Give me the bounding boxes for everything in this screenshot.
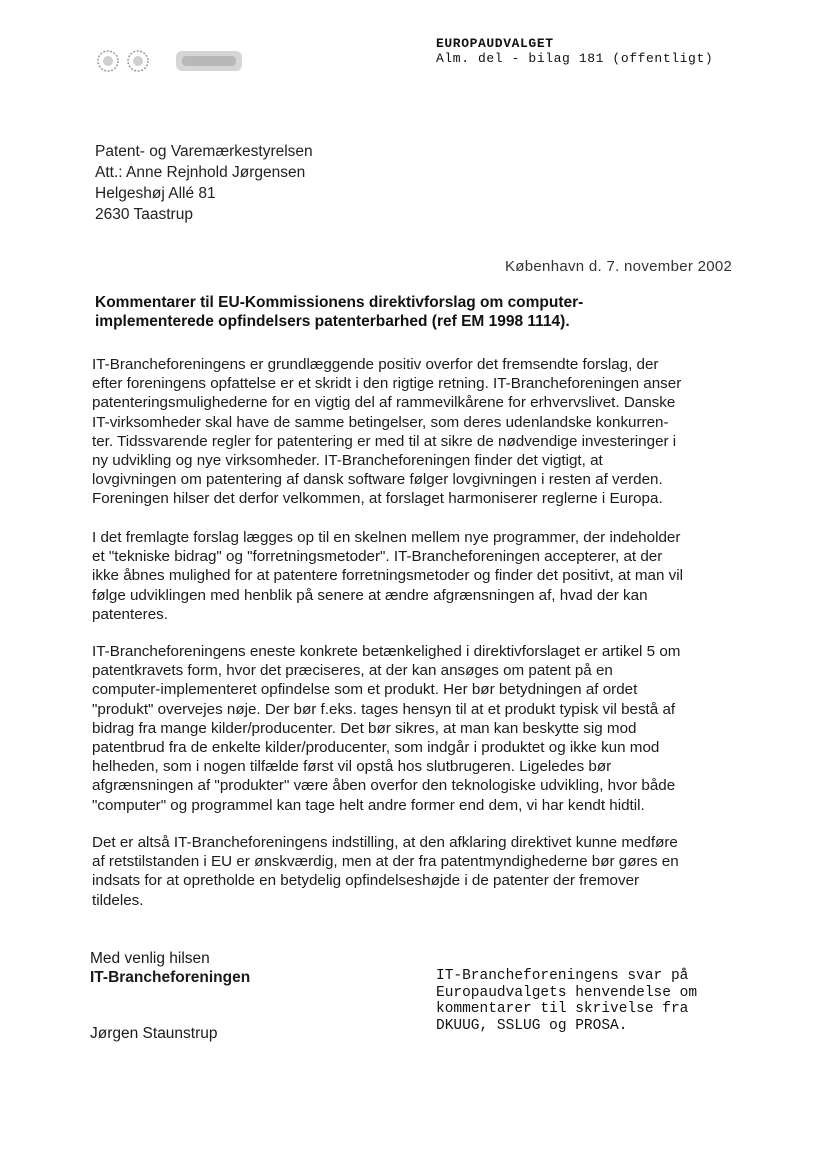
paragraph-line: ter. Tidssvarende regler for patentering er med til at sikre de nødvendige investeringer i — [92, 432, 677, 450]
stamp-committee: EUROPAUDVALGET — [436, 36, 554, 51]
paragraph-line: ny udvikling og nye virksomheder. IT-Brancheforeningen finder det vigtigt, at — [92, 452, 603, 470]
letter-subject — [95, 293, 715, 331]
address-line: Att.: Anne Rejnhold Jørgensen — [95, 164, 306, 181]
closing-greeting: Med venlig hilsen — [90, 950, 210, 967]
paragraph-line: patenteringsmulighederne for en vigtig del af rammevilkårene for erhvervslivet. Danske — [92, 394, 676, 412]
paragraph-line: IT-Brancheforeningens eneste konkrete betænkelighed i direktivforslaget er artikel 5 om — [92, 643, 681, 660]
paragraph-line: helheden, som i nogen tilfælde først vil opstå hos slutbrugeren. Ligeledes bør — [92, 758, 612, 776]
paragraph-line: Det er altså IT-Brancheforeningens indstilling, at den afklaring direktivet kunne medføre — [92, 834, 678, 851]
letter-date: København d. 7. november 2002 — [505, 258, 733, 275]
note-line: Europaudvalgets henvendelse om — [436, 984, 698, 1001]
closing-organization: IT-Brancheforeningen — [90, 969, 251, 986]
signer-name: Jørgen Staunstrup — [90, 1025, 218, 1042]
paragraph-line: afgrænsningen af "produkter" være åben overfor den teknologiske udvikling, hvor både — [92, 777, 676, 795]
typed-note — [436, 968, 697, 1034]
paragraph-line: Foreningen hilser det derfor velkommen, at forslaget harmoniserer reglerne i Europa. — [92, 490, 663, 508]
note-line: DKUUG, SSLUG og PROSA. — [436, 1017, 628, 1034]
paragraph-line: patentbrud fra de enkelte kilder/producenter, som indgår i produktet og ikke kun mod — [92, 739, 660, 757]
paragraph-line: IT-Brancheforeningens er grundlæggende positiv overfor det fremsendte forslag, der — [92, 356, 659, 373]
paragraph-line: følge udviklingen med henblik på senere at ændre afgrænsningen af, hvad der kan — [92, 586, 648, 604]
paragraph-line: patentkravets form, hvor det præciseres, at der kan ansøges om patent på en — [92, 662, 613, 680]
letterhead-logo — [96, 46, 246, 76]
paragraph-line: efter foreningens opfattelse er et skridt i den rigtige retning. IT-Brancheforeningen anser — [92, 375, 682, 393]
paragraph-line: af retstilstanden i EU er ønskværdig, men at der fra patentmyndighederne bør gøres en — [92, 853, 679, 871]
paragraph-line: computer-implementeret opfindelse som et produkt. Her bør betydningen af ordet — [92, 681, 638, 699]
paragraph-line: patenteres. — [92, 605, 168, 623]
paragraph-line: indsats for at opretholde en betydelig opfindelseshøjde i de patenter der fremover — [92, 872, 640, 890]
closing-block — [90, 949, 250, 987]
body-paragraph-3 — [92, 642, 752, 815]
address-line: Helgeshøj Allé 81 — [95, 185, 216, 202]
subject-line: implementerede opfindelsers patenterbarhed (ref EM 1998 1114). — [95, 313, 570, 330]
body-paragraph-4 — [92, 833, 752, 910]
paragraph-line: et "tekniske bidrag" og "forretningsmetoder". IT-Brancheforeningen accepterer, at der — [92, 548, 663, 566]
note-line: kommentarer til skrivelse fra — [436, 1001, 689, 1017]
recipient-address — [95, 141, 313, 225]
stamp-reference: Alm. del - bilag 181 (offentligt) — [436, 51, 714, 66]
paragraph-line: "computer" og programmel kan tage helt andre former end dem, vi har kendt hidtil. — [92, 796, 645, 814]
subject-line: Kommentarer til EU-Kommissionens direktivforslag om computer- — [95, 294, 584, 311]
paragraph-line: bidrag fra mange kilder/producenter. Det bør sikres, at man kan beskytte sig mod — [92, 719, 637, 737]
body-paragraph-1 — [92, 355, 752, 509]
paragraph-line: ikke åbnes mulighed for at patentere forretningsmetoder og finder det positivt, at man vil — [92, 567, 683, 585]
paragraph-line: IT-virksomheder skal have de samme betingelser, som deres udenlandske konkurren- — [92, 413, 669, 431]
paragraph-line: lovgivningen om patentering af dansk software følger lovgivningen i resten af verden. — [92, 471, 663, 489]
address-line: 2630 Taastrup — [95, 206, 193, 223]
archive-stamp — [436, 36, 713, 66]
paragraph-line: "produkt" overvejes nøje. Der bør f.eks. tages hensyn til at et produkt typisk vil bestå af — [92, 700, 676, 718]
address-line: Patent- og Varemærkestyrelsen — [95, 143, 313, 160]
body-paragraph-2 — [92, 528, 752, 624]
note-line: IT-Brancheforeningens svar på — [436, 968, 689, 984]
paragraph-line: I det fremlagte forslag lægges op til en skelnen mellem nye programmer, der indeholder — [92, 529, 681, 546]
paragraph-line: tildeles. — [92, 891, 144, 909]
